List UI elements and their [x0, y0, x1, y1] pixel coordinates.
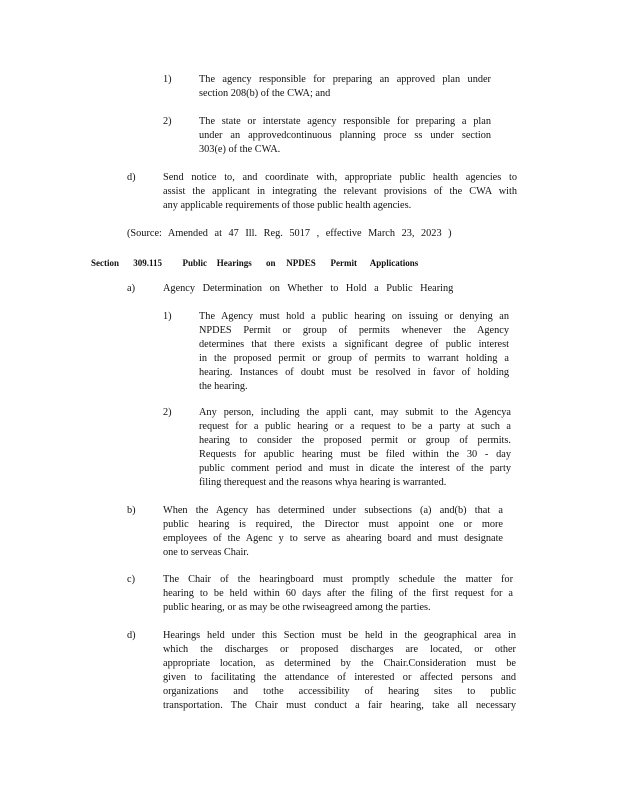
text-line: The agency responsible for preparing an approved plan under [199, 74, 491, 85]
heading-word: Applications [369, 258, 419, 268]
text-line: under an approvedcontinuous planning proce ss under section [199, 130, 491, 141]
subsection-text [163, 171, 517, 213]
list-item-label: 1) [163, 74, 172, 85]
subsection-label: d) [127, 172, 136, 183]
list-item-text [199, 115, 491, 157]
text-line: NPDES Permit or group of permits whenever the Agency [199, 325, 509, 336]
text-line: hearing to consider the proposed permit or group of permits. [199, 435, 511, 446]
list-item-text [199, 406, 511, 490]
text-line: in the proposed permit or group of permits to warrant holding a [199, 353, 509, 364]
text-line: filing therequest and the reasons whya hearing is warranted. [199, 477, 447, 488]
text-line: Requests for apublic hearing must be filed within the 30 - day [199, 449, 511, 460]
text-line: request for a public hearing or a request to be a party at such a [199, 421, 511, 432]
section-heading [91, 257, 418, 269]
heading-word: on [266, 258, 276, 268]
list-item-label: 1) [163, 311, 172, 322]
subsection-label: b) [127, 505, 136, 516]
text-line: transportation. The Chair must conduct a fair hearing, take all necessary [163, 700, 516, 711]
text-line: organizations and tothe accessibility of hearing sites to public [163, 686, 516, 697]
list-item-label: 2) [163, 407, 172, 418]
subsection-text [163, 573, 513, 615]
text-line: hearing. Instances of doubt must be resolved in favor of holding [199, 367, 509, 378]
text-line: determines that there exists a significant degree of public interest [199, 339, 509, 350]
text-line: When the Agency has determined under subsections (a) and(b) that a [163, 505, 503, 516]
text-line: hearing to be held within 60 days after the filing of the first request for a [163, 588, 513, 599]
heading-word: Permit [330, 258, 357, 268]
heading-word: Public [182, 258, 208, 268]
text-line: the hearing. [199, 381, 248, 392]
text-line: assist the applicant in integrating the relevant provisions of the CWA with [163, 186, 517, 197]
text-line: appropriate location, as determined by the Chair.Consideration must be [163, 658, 516, 669]
heading-word: NPDES [286, 258, 316, 268]
text-line: 303(e) of the CWA. [199, 144, 281, 155]
source-note: (Source: Amended at 47 Ill. Reg. 5017 , effective March 23, 2023 ) [127, 228, 452, 239]
text-line: The Chair of the hearingboard must promptly schedule the matter for [163, 574, 513, 585]
subsection-text [163, 504, 503, 560]
heading-word: Hearings [216, 258, 252, 268]
list-item-label: 2) [163, 116, 172, 127]
text-line: given to facilitating the attendance of interested or affected persons and [163, 672, 516, 683]
text-line: which the discharges or proposed discharges are located, or other [163, 644, 516, 655]
text-line: public hearing, or as may be othe rwiseagreed among the parties. [163, 602, 431, 613]
text-line: Hearings held under this Section must be held in the geographical area in [163, 630, 516, 641]
text-line: Any person, including the appli cant, may submit to the Agencya [199, 407, 511, 418]
subsection-label: a) [127, 283, 135, 294]
text-line: employees of the Agenc y to serve as ahearing board and must designate [163, 533, 503, 544]
subsection-label: c) [127, 574, 135, 585]
text-line: The Agency must hold a public hearing on issuing or denying an [199, 311, 509, 322]
subsection-text [163, 629, 516, 713]
list-item-text [199, 73, 491, 101]
text-line: one to serveas Chair. [163, 547, 249, 558]
section-word: Section [91, 258, 119, 268]
text-line: public comment period and must in dicate the interest of the party [199, 463, 511, 474]
section-number: 309.115 [133, 258, 163, 268]
text-line: Send notice to, and coordinate with, appropriate public health agencies to [163, 172, 517, 183]
text-line: any applicable requirements of those public health agencies. [163, 200, 412, 211]
subsection-title: Agency Determination on Whether to Hold a Public Hearing [163, 283, 454, 294]
text-line: public hearing is required, the Director must appoint one or more [163, 519, 503, 530]
subsection-label: d) [127, 630, 136, 641]
text-line: The state or interstate agency responsible for preparing a plan [199, 116, 491, 127]
text-line: section 208(b) of the CWA; and [199, 88, 331, 99]
list-item-text [199, 310, 509, 394]
